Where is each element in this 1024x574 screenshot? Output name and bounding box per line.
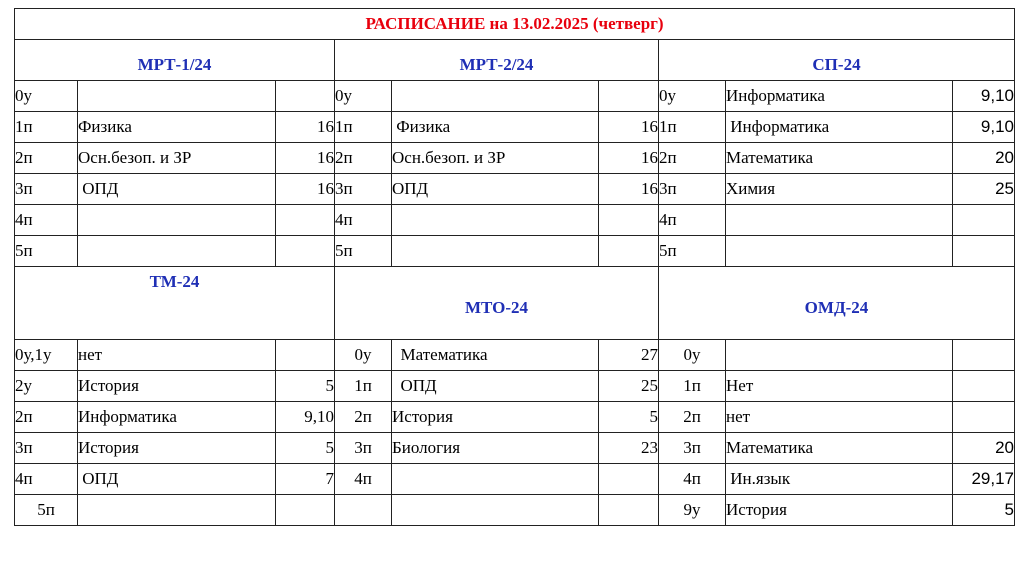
subject-cell: Математика (726, 143, 953, 174)
room-cell (276, 81, 335, 112)
subject-cell (78, 205, 276, 236)
room-cell: 5 (953, 495, 1015, 526)
subject-cell (726, 236, 953, 267)
period-cell: 5п (659, 236, 726, 267)
room-cell: 16 (599, 174, 659, 205)
subject-cell: История (392, 402, 599, 433)
room-cell: 16 (276, 143, 335, 174)
group-header-mto-24: МТО-24 (335, 267, 659, 340)
room-cell (599, 205, 659, 236)
period-cell: 2п (659, 402, 726, 433)
period-cell (335, 495, 392, 526)
period-cell: 4п (15, 205, 78, 236)
room-cell (953, 236, 1015, 267)
table-row (15, 340, 1015, 371)
group-header-row (15, 40, 1015, 81)
room-cell: 5 (276, 433, 335, 464)
group-header-row (15, 267, 1015, 340)
period-cell: 2п (335, 143, 392, 174)
period-cell: 2п (15, 143, 78, 174)
table-row (15, 495, 1015, 526)
period-cell: 9у (659, 495, 726, 526)
room-cell: 25 (953, 174, 1015, 205)
period-cell: 1п (659, 371, 726, 402)
subject-cell: Биология (392, 433, 599, 464)
subject-cell: Математика (726, 433, 953, 464)
room-cell: 16 (599, 112, 659, 143)
period-cell: 3п (15, 174, 78, 205)
subject-cell: нет (78, 340, 276, 371)
subject-cell (392, 464, 599, 495)
subject-cell: Ин.язык (726, 464, 953, 495)
period-cell: 5п (335, 236, 392, 267)
period-cell: 5п (15, 495, 78, 526)
subject-cell: нет (726, 402, 953, 433)
table-row (15, 174, 1015, 205)
table-row (15, 433, 1015, 464)
room-cell: 16 (276, 174, 335, 205)
period-cell: 0у (659, 340, 726, 371)
room-cell: 5 (276, 371, 335, 402)
subject-cell: История (78, 433, 276, 464)
room-cell (276, 495, 335, 526)
period-cell: 3п (335, 174, 392, 205)
room-cell (599, 464, 659, 495)
subject-cell: Математика (392, 340, 599, 371)
period-cell: 2у (15, 371, 78, 402)
group-header-sp-24: СП-24 (659, 40, 1015, 81)
room-cell: 16 (276, 112, 335, 143)
period-cell: 4п (335, 205, 392, 236)
subject-cell: Физика (78, 112, 276, 143)
room-cell (953, 371, 1015, 402)
room-cell: 20 (953, 143, 1015, 174)
period-cell: 1п (659, 112, 726, 143)
period-cell: 3п (15, 433, 78, 464)
subject-cell: История (78, 371, 276, 402)
room-cell: 23 (599, 433, 659, 464)
title-row (15, 9, 1015, 40)
table-row (15, 236, 1015, 267)
room-cell: 25 (599, 371, 659, 402)
room-cell (599, 236, 659, 267)
subject-cell (726, 205, 953, 236)
subject-cell: ОПД (392, 371, 599, 402)
subject-cell: ОПД (78, 174, 276, 205)
room-cell (276, 205, 335, 236)
period-cell: 1п (335, 371, 392, 402)
period-cell: 4п (335, 464, 392, 495)
room-cell (276, 340, 335, 371)
subject-cell: Нет (726, 371, 953, 402)
period-cell: 3п (659, 433, 726, 464)
room-cell (953, 402, 1015, 433)
period-cell: 0у,1у (15, 340, 78, 371)
subject-cell: Осн.безоп. и ЗР (78, 143, 276, 174)
table-row (15, 402, 1015, 433)
subject-cell (78, 81, 276, 112)
subject-cell: ОПД (392, 174, 599, 205)
room-cell (276, 236, 335, 267)
room-cell: 9,10 (953, 112, 1015, 143)
table-row (15, 371, 1015, 402)
period-cell: 3п (659, 174, 726, 205)
room-cell: 5 (599, 402, 659, 433)
period-cell: 0у (15, 81, 78, 112)
period-cell: 4п (659, 464, 726, 495)
period-cell: 2п (659, 143, 726, 174)
period-cell: 2п (15, 402, 78, 433)
schedule-sheet (14, 8, 1014, 551)
period-cell: 1п (15, 112, 78, 143)
schedule-table (14, 8, 1015, 526)
period-cell: 3п (335, 433, 392, 464)
subject-cell (392, 205, 599, 236)
room-cell: 27 (599, 340, 659, 371)
room-cell: 20 (953, 433, 1015, 464)
subject-cell (392, 236, 599, 267)
table-row (15, 464, 1015, 495)
schedule-title: РАСПИСАНИЕ на 13.02.2025 (четверг) (15, 9, 1015, 40)
schedule-block-2 (15, 340, 1015, 526)
subject-cell (78, 236, 276, 267)
subject-cell (392, 81, 599, 112)
room-cell (953, 205, 1015, 236)
subject-cell (78, 495, 276, 526)
room-cell (953, 340, 1015, 371)
room-cell (599, 495, 659, 526)
subject-cell: Химия (726, 174, 953, 205)
group-header-omd-24: ОМД-24 (659, 267, 1015, 340)
subject-cell: Осн.безоп. и ЗР (392, 143, 599, 174)
room-cell: 16 (599, 143, 659, 174)
subject-cell: Физика (392, 112, 599, 143)
period-cell: 4п (659, 205, 726, 236)
room-cell (599, 81, 659, 112)
table-row (15, 81, 1015, 112)
room-cell: 7 (276, 464, 335, 495)
subject-cell: Информатика (726, 112, 953, 143)
group-header-mrt-2-24: МРТ-2/24 (335, 40, 659, 81)
subject-cell: Информатика (726, 81, 953, 112)
room-cell: 9,10 (276, 402, 335, 433)
table-row (15, 205, 1015, 236)
table-row (15, 143, 1015, 174)
room-cell: 9,10 (953, 81, 1015, 112)
subject-cell: Информатика (78, 402, 276, 433)
group-header-mrt-1-24: МРТ-1/24 (15, 40, 335, 81)
subject-cell (392, 495, 599, 526)
schedule-block-1 (15, 81, 1015, 267)
group-header-tm-24: ТМ-24 (15, 267, 335, 340)
subject-cell: ОПД (78, 464, 276, 495)
period-cell: 1п (335, 112, 392, 143)
period-cell: 2п (335, 402, 392, 433)
period-cell: 4п (15, 464, 78, 495)
period-cell: 0у (335, 340, 392, 371)
subject-cell (726, 340, 953, 371)
period-cell: 5п (15, 236, 78, 267)
room-cell: 29,17 (953, 464, 1015, 495)
period-cell: 0у (335, 81, 392, 112)
table-row (15, 112, 1015, 143)
period-cell: 0у (659, 81, 726, 112)
subject-cell: История (726, 495, 953, 526)
